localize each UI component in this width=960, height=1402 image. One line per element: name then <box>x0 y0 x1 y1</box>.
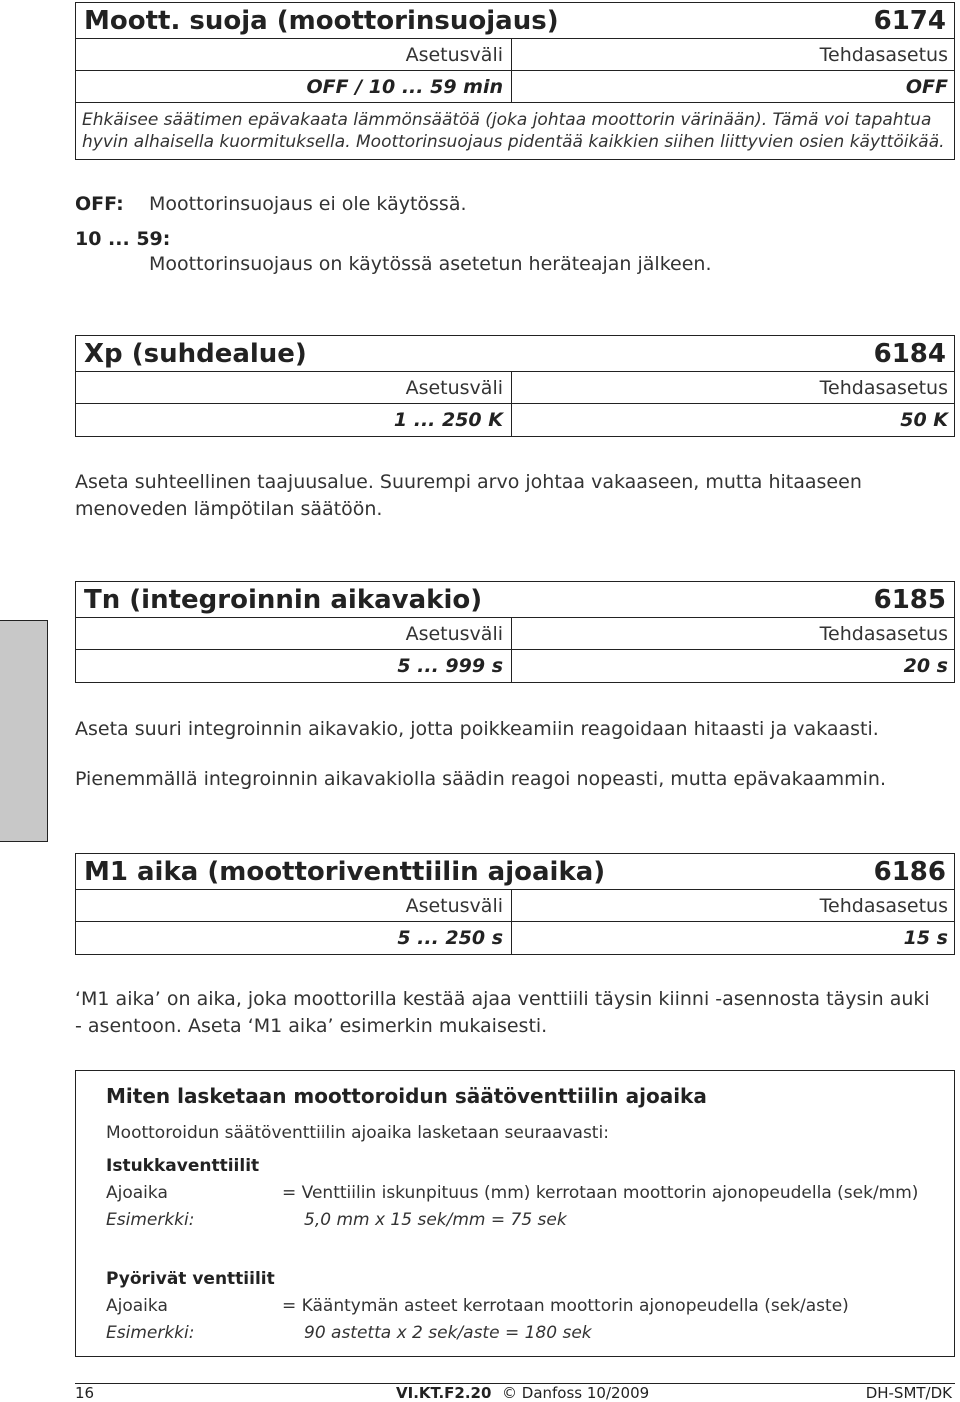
range-value: 5 ... 250 s <box>76 922 512 954</box>
range-header: Asetusväli <box>76 372 512 403</box>
default-header: Tehdasasetus <box>819 623 948 645</box>
range-header: Asetusväli <box>76 618 512 649</box>
param-table-6184 <box>75 335 955 437</box>
option-text-range: Moottorinsuojaus on käytössä asetetun heräteajan jälkeen. <box>149 253 712 275</box>
page-number: 16 <box>75 1384 95 1402</box>
formula-label: Ajoaika <box>106 1296 168 1316</box>
param-header-row <box>76 372 954 404</box>
param-number: 6184 <box>873 339 946 369</box>
example-label: Esimerkki: <box>106 1210 195 1230</box>
param-table-6185 <box>75 581 955 683</box>
param-title: Tn (integroinnin aikavakio) <box>84 585 483 615</box>
option-text-off: Moottorinsuojaus ei ole käytössä. <box>149 193 467 215</box>
default-header: Tehdasasetus <box>819 44 948 66</box>
example-text: 90 astetta x 2 sek/aste = 180 sek <box>304 1323 592 1343</box>
option-label-off: OFF: <box>75 193 124 215</box>
document-code: VI.KT.F2.20 <box>396 1384 492 1402</box>
side-tab-marker <box>0 620 48 842</box>
param-description: Aseta suuri integroinnin aikavakio, jotta poikkeamiin reagoidaan hitaasti ja vakaasti. <box>75 718 879 740</box>
param-title-row <box>76 854 954 890</box>
param-title-row <box>76 336 954 372</box>
range-value: 1 ... 250 K <box>76 404 512 436</box>
description-line: menoveden lämpötilan säätöön. <box>75 498 383 520</box>
option-label-range: 10 ... 59: <box>75 228 171 250</box>
description-line: ‘M1 aika’ on aika, joka moottorilla kestää ajaa venttiili täysin kiinni -asennosta täysin auki <box>75 988 930 1010</box>
param-title-row <box>76 582 954 618</box>
param-header-row <box>76 39 954 71</box>
param-number: 6185 <box>873 585 946 615</box>
param-value-row <box>76 71 954 103</box>
default-value: 20 s <box>903 655 948 677</box>
param-title: Moott. suoja (moottorinsuojaus) <box>84 6 559 36</box>
document-reference: DH-SMT/DK <box>865 1384 952 1402</box>
param-number: 6186 <box>873 857 946 887</box>
group-title-rotary-valves: Pyörivät venttiilit <box>106 1269 275 1289</box>
default-value: 15 s <box>903 927 948 949</box>
range-header: Asetusväli <box>76 39 512 70</box>
range-value: OFF / 10 ... 59 min <box>76 71 512 102</box>
param-table-6186 <box>75 853 955 955</box>
description-line: Aseta suhteellinen taajuusalue. Suurempi arvo johtaa vakaaseen, mutta hitaaseen <box>75 471 862 493</box>
param-description <box>76 103 954 159</box>
param-description: Pienemmällä integroinnin aikavakiolla säädin reagoi nopeasti, mutta epävakaammin. <box>75 768 887 790</box>
group-title-seat-valves: Istukkaventtiilit <box>106 1156 260 1176</box>
param-description <box>75 986 955 1040</box>
range-value: 5 ... 999 s <box>76 650 512 682</box>
param-table-6174 <box>75 2 955 160</box>
description-line: hyvin alhaisella kuormituksella. Moottorinsuojaus pidentää kaikkien siihen liittyvien osien käyttöikää. <box>82 132 945 152</box>
formula-label: Ajoaika <box>106 1183 168 1203</box>
range-header: Asetusväli <box>76 890 512 921</box>
example-text: 5,0 mm x 15 sek/mm = 75 sek <box>304 1210 567 1230</box>
param-value-row <box>76 922 954 954</box>
info-box-title: Miten lasketaan moottoroidun säätöventtiilin ajoaika <box>106 1084 707 1108</box>
param-title: M1 aika (moottoriventtiilin ajoaika) <box>84 857 606 887</box>
param-header-row <box>76 618 954 650</box>
default-value: OFF <box>905 76 948 98</box>
param-header-row <box>76 890 954 922</box>
param-number: 6174 <box>873 6 946 36</box>
info-box <box>75 1070 955 1357</box>
default-header: Tehdasasetus <box>819 895 948 917</box>
description-line: - asentoon. Aseta ‘M1 aika’ esimerkin mukaisesti. <box>75 1015 548 1037</box>
param-value-row <box>76 404 954 436</box>
description-line: Ehkäisee säätimen epävakaata lämmönsäätöä (joka johtaa moottorin värinään). Tämä voi tapahtua <box>82 110 932 130</box>
copyright-notice: © Danfoss 10/2009 <box>502 1384 650 1402</box>
param-title-row <box>76 3 954 39</box>
info-box-intro: Moottoroidun säätöventtiilin ajoaika lasketaan seuraavasti: <box>106 1123 609 1143</box>
default-header: Tehdasasetus <box>819 377 948 399</box>
param-description <box>75 469 955 523</box>
default-value: 50 K <box>900 409 948 431</box>
example-label: Esimerkki: <box>106 1323 195 1343</box>
formula-text: = Kääntymän asteet kerrotaan moottorin ajonopeudella (sek/aste) <box>282 1296 849 1316</box>
param-title: Xp (suhdealue) <box>84 339 307 369</box>
formula-text: = Venttiilin iskunpituus (mm) kerrotaan moottorin ajonopeudella (sek/mm) <box>282 1183 919 1203</box>
param-value-row <box>76 650 954 682</box>
